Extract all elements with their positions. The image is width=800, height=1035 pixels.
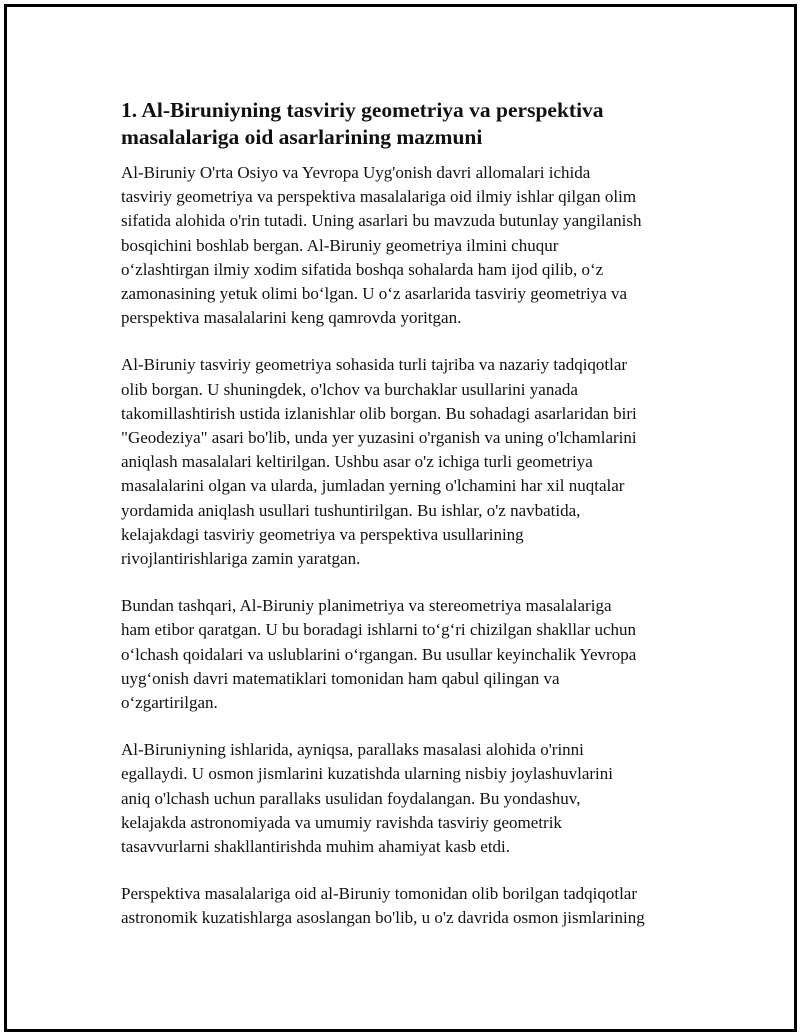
text-line: o‘zgartirilgan.	[121, 693, 218, 713]
text-line: masalalarini olgan va ularda, jumladan yerning o'lchamini har xil nuqtalar	[121, 476, 625, 496]
text-line: yordamida aniqlash usullari tushuntirilgan. Bu ishlar, o'z navbatida,	[121, 500, 581, 520]
text-line: tasavvurlarni shakllantirishda muhim ahamiyat kasb etdi.	[121, 837, 511, 857]
title-line: masalalariga oid asarlarining mazmuni	[121, 125, 483, 149]
text-line: egallaydi. U osmon jismlarini kuzatishda ularning nisbiy joylashuvlarini	[121, 764, 613, 784]
section-title	[121, 97, 711, 151]
text-line: uyg‘onish davri matematiklari tomonidan ham qabul qilingan va	[121, 668, 560, 688]
text-line: zamonasining yetuk olimi bo‘lgan. U o‘z asarlarida tasviriy geometriya va	[121, 284, 628, 304]
paragraph-1	[121, 161, 711, 330]
text-line: Al-Biruniy tasviriy geometriya sohasida turli tajriba va nazariy tadqiqotlar	[121, 355, 628, 375]
document-body	[121, 97, 711, 954]
text-line: Bundan tashqari, Al-Biruniy planimetriya va stereometriya masalalariga	[121, 596, 612, 616]
paragraph-4	[121, 738, 711, 859]
text-line: Al-Biruniy O'rta Osiyo va Yevropa Uyg'onish davri allomalari ichida	[121, 163, 591, 182]
document-page	[4, 4, 797, 1032]
text-line: takomillashtirish ustida izlanishlar olib borgan. Bu sohadagi asarlaridan biri	[121, 403, 637, 423]
paragraph-2	[121, 353, 711, 571]
text-line: ham etibor qaratgan. U bu boradagi ishlarni to‘g‘ri chizilgan shakllar uchun	[121, 620, 637, 640]
text-line: bosqichini boshlab bergan. Al-Biruniy geometriya ilmini chuqur	[121, 235, 559, 255]
text-line: rivojlantirishlariga zamin yaratgan.	[121, 549, 361, 569]
text-line: olib borgan. U shuningdek, o'lchov va burchaklar usullarini yanada	[121, 379, 578, 399]
text-line: sifatida alohida o'rin tutadi. Uning asarlari bu mavzuda butunlay yangilanish	[121, 211, 642, 231]
paragraph-3	[121, 594, 711, 715]
text-line: aniq o'lchash uchun parallaks usulidan foydalangan. Bu yondashuv,	[121, 788, 581, 808]
text-line: Al-Biruniyning ishlarida, ayniqsa, parallaks masalasi alohida o'rinni	[121, 740, 584, 760]
text-line: aniqlash masalalari keltirilgan. Ushbu asar o'z ichiga turli geometriya	[121, 452, 593, 472]
title-line: 1. Al-Biruniyning tasviriy geometriya va perspektiva	[121, 98, 604, 122]
paragraph-5	[121, 882, 711, 930]
text-line: "Geodeziya" asari bo'lib, unda yer yuzasini o'rganish va uning o'lchamlarini	[121, 428, 637, 448]
text-line: kelajakda astronomiyada va umumiy ravishda tasviriy geometrik	[121, 812, 562, 832]
text-line: kelajakdagi tasviriy geometriya va perspektiva usullarining	[121, 524, 524, 544]
text-line: tasviriy geometriya va perspektiva masalalariga oid ilmiy ishlar qilgan olim	[121, 187, 637, 207]
text-line: Perspektiva masalalariga oid al-Biruniy tomonidan olib borilgan tadqiqotlar	[121, 884, 638, 904]
text-line: astronomik kuzatishlarga asoslangan bo'lib, u o'z davrida osmon jismlarining	[121, 908, 645, 928]
text-line: o‘zlashtirgan ilmiy xodim sifatida boshqa sohalarda ham ijod qilib, o‘z	[121, 259, 604, 279]
text-line: perspektiva masalalarini keng qamrovda yoritgan.	[121, 308, 462, 328]
text-line: o‘lchash qoidalari va uslublarini o‘rgangan. Bu usullar keyinchalik Yevropa	[121, 644, 637, 664]
